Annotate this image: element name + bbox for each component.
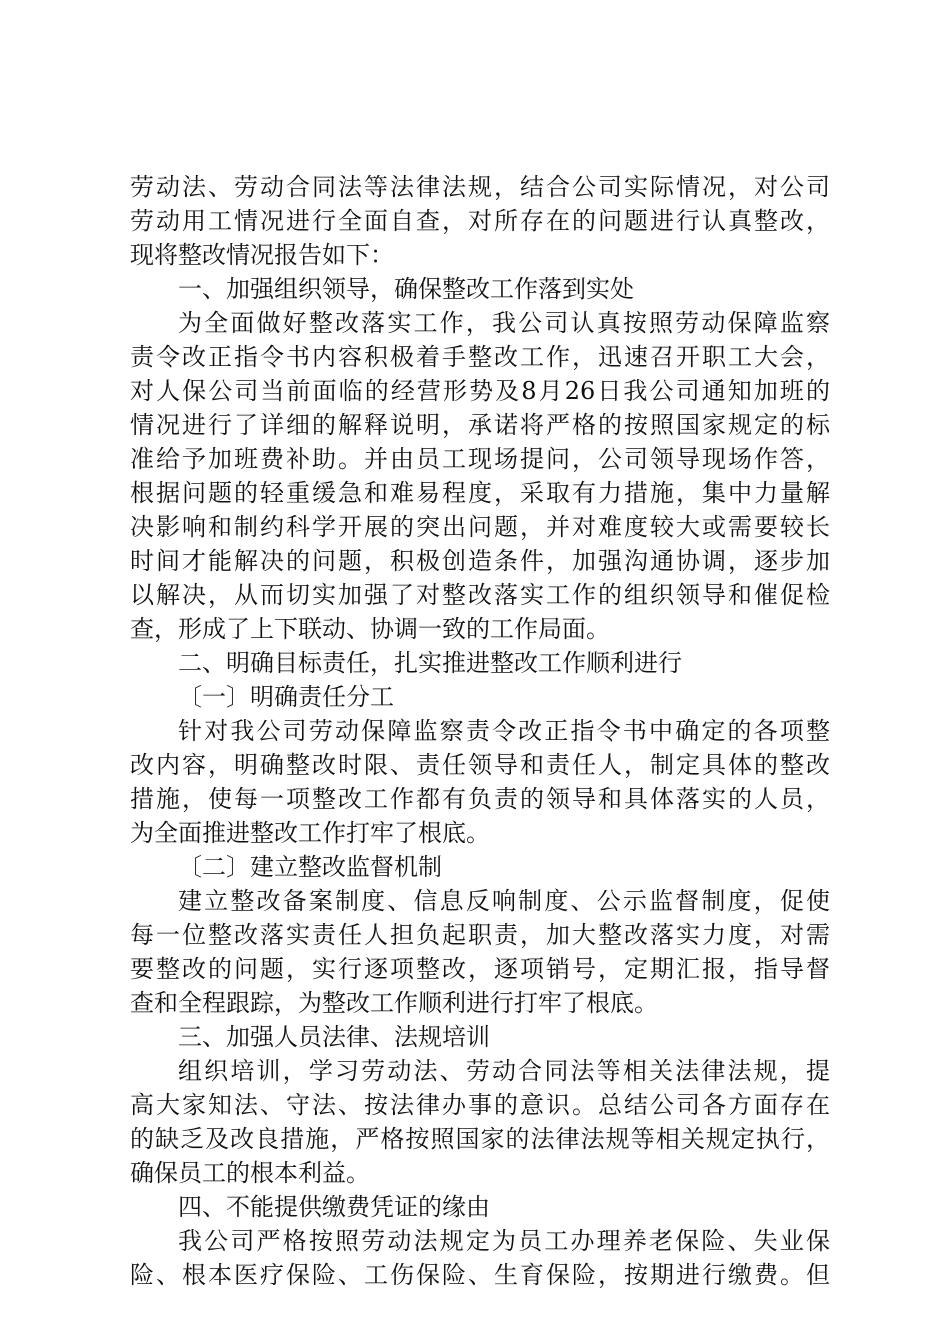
subsection-heading-2: 〔二〕建立整改监督机制 [178, 853, 442, 881]
text-line: 措施，使每一项整改工作都有负责的领导和具体落实的人员， [130, 785, 830, 813]
text-line: 对人保公司当前面临的经营形势及8月26日我公司通知加班的 [130, 377, 830, 405]
text-line: 劳动法、劳动合同法等法律法规，结合公司实际情况，对公司 [130, 173, 830, 201]
section-heading-1: 一、加强组织领导，确保整改工作落到实处 [178, 275, 634, 303]
text-line: 时间才能解决的问题，积极创造条件，加强沟通协调，逐步加 [130, 547, 830, 575]
paragraph-start: 我公司严格按照劳动法规定为员工办理养老保险、失业保 [178, 1227, 830, 1255]
text-line: 劳动用工情况进行全面自查，对所存在的问题进行认真整改， [130, 207, 830, 235]
section-heading-4: 四、不能提供缴费凭证的缘由 [178, 1193, 490, 1221]
text-line: 以解决，从而切实加强了对整改落实工作的组织领导和催促检 [130, 581, 830, 609]
text-line: 现将整改情况报告如下： [130, 241, 394, 269]
paragraph-start: 建立整改备案制度、信息反响制度、公示监督制度，促使 [178, 887, 830, 915]
text-line: 准给予加班费补助。并由员工现场提问，公司领导现场作答， [130, 445, 830, 473]
paragraph-start: 组织培训，学习劳动法、劳动合同法等相关法律法规，提 [178, 1057, 830, 1085]
text-line: 查和全程跟踪，为整改工作顺利进行打牢了根底。 [130, 989, 658, 1017]
text-line: 确保员工的根本利益。 [130, 1159, 370, 1187]
section-heading-3: 三、加强人员法律、法规培训 [178, 1023, 490, 1051]
paragraph-start: 针对我公司劳动保障监察责令改正指令书中确定的各项整 [178, 717, 830, 745]
text-line: 查，形成了上下联动、协调一致的工作局面。 [130, 615, 610, 643]
text-line: 为全面推进整改工作打牢了根底。 [130, 819, 490, 847]
text-line: 险、根本医疗保险、工伤保险、生育保险，按期进行缴费。但 [130, 1261, 830, 1289]
text-line: 根据问题的轻重缓急和难易程度，采取有力措施，集中力量解 [130, 479, 830, 507]
paragraph-start: 为全面做好整改落实工作，我公司认真按照劳动保障监察 [178, 309, 830, 337]
text-line: 要整改的问题，实行逐项整改，逐项销号，定期汇报，指导督 [130, 955, 830, 983]
text-line: 每一位整改落实责任人担负起职责，加大整改落实力度，对需 [130, 921, 830, 949]
section-heading-2: 二、明确目标责任，扎实推进整改工作顺利进行 [178, 649, 682, 677]
text-line: 的缺乏及改良措施，严格按照国家的法律法规等相关规定执行， [130, 1125, 830, 1153]
text-line: 改内容，明确整改时限、责任领导和责任人，制定具体的整改 [130, 751, 830, 779]
document-body [130, 170, 830, 1292]
text-line: 情况进行了详细的解释说明，承诺将严格的按照国家规定的标 [130, 411, 830, 439]
text-line: 责令改正指令书内容积极着手整改工作，迅速召开职工大会， [130, 343, 830, 371]
text-line: 高大家知法、守法、按法律办事的意识。总结公司各方面存在 [130, 1091, 830, 1119]
subsection-heading-1: 〔一〕明确责任分工 [178, 683, 394, 711]
text-line: 决影响和制约科学开展的突出问题，并对难度较大或需要较长 [130, 513, 830, 541]
